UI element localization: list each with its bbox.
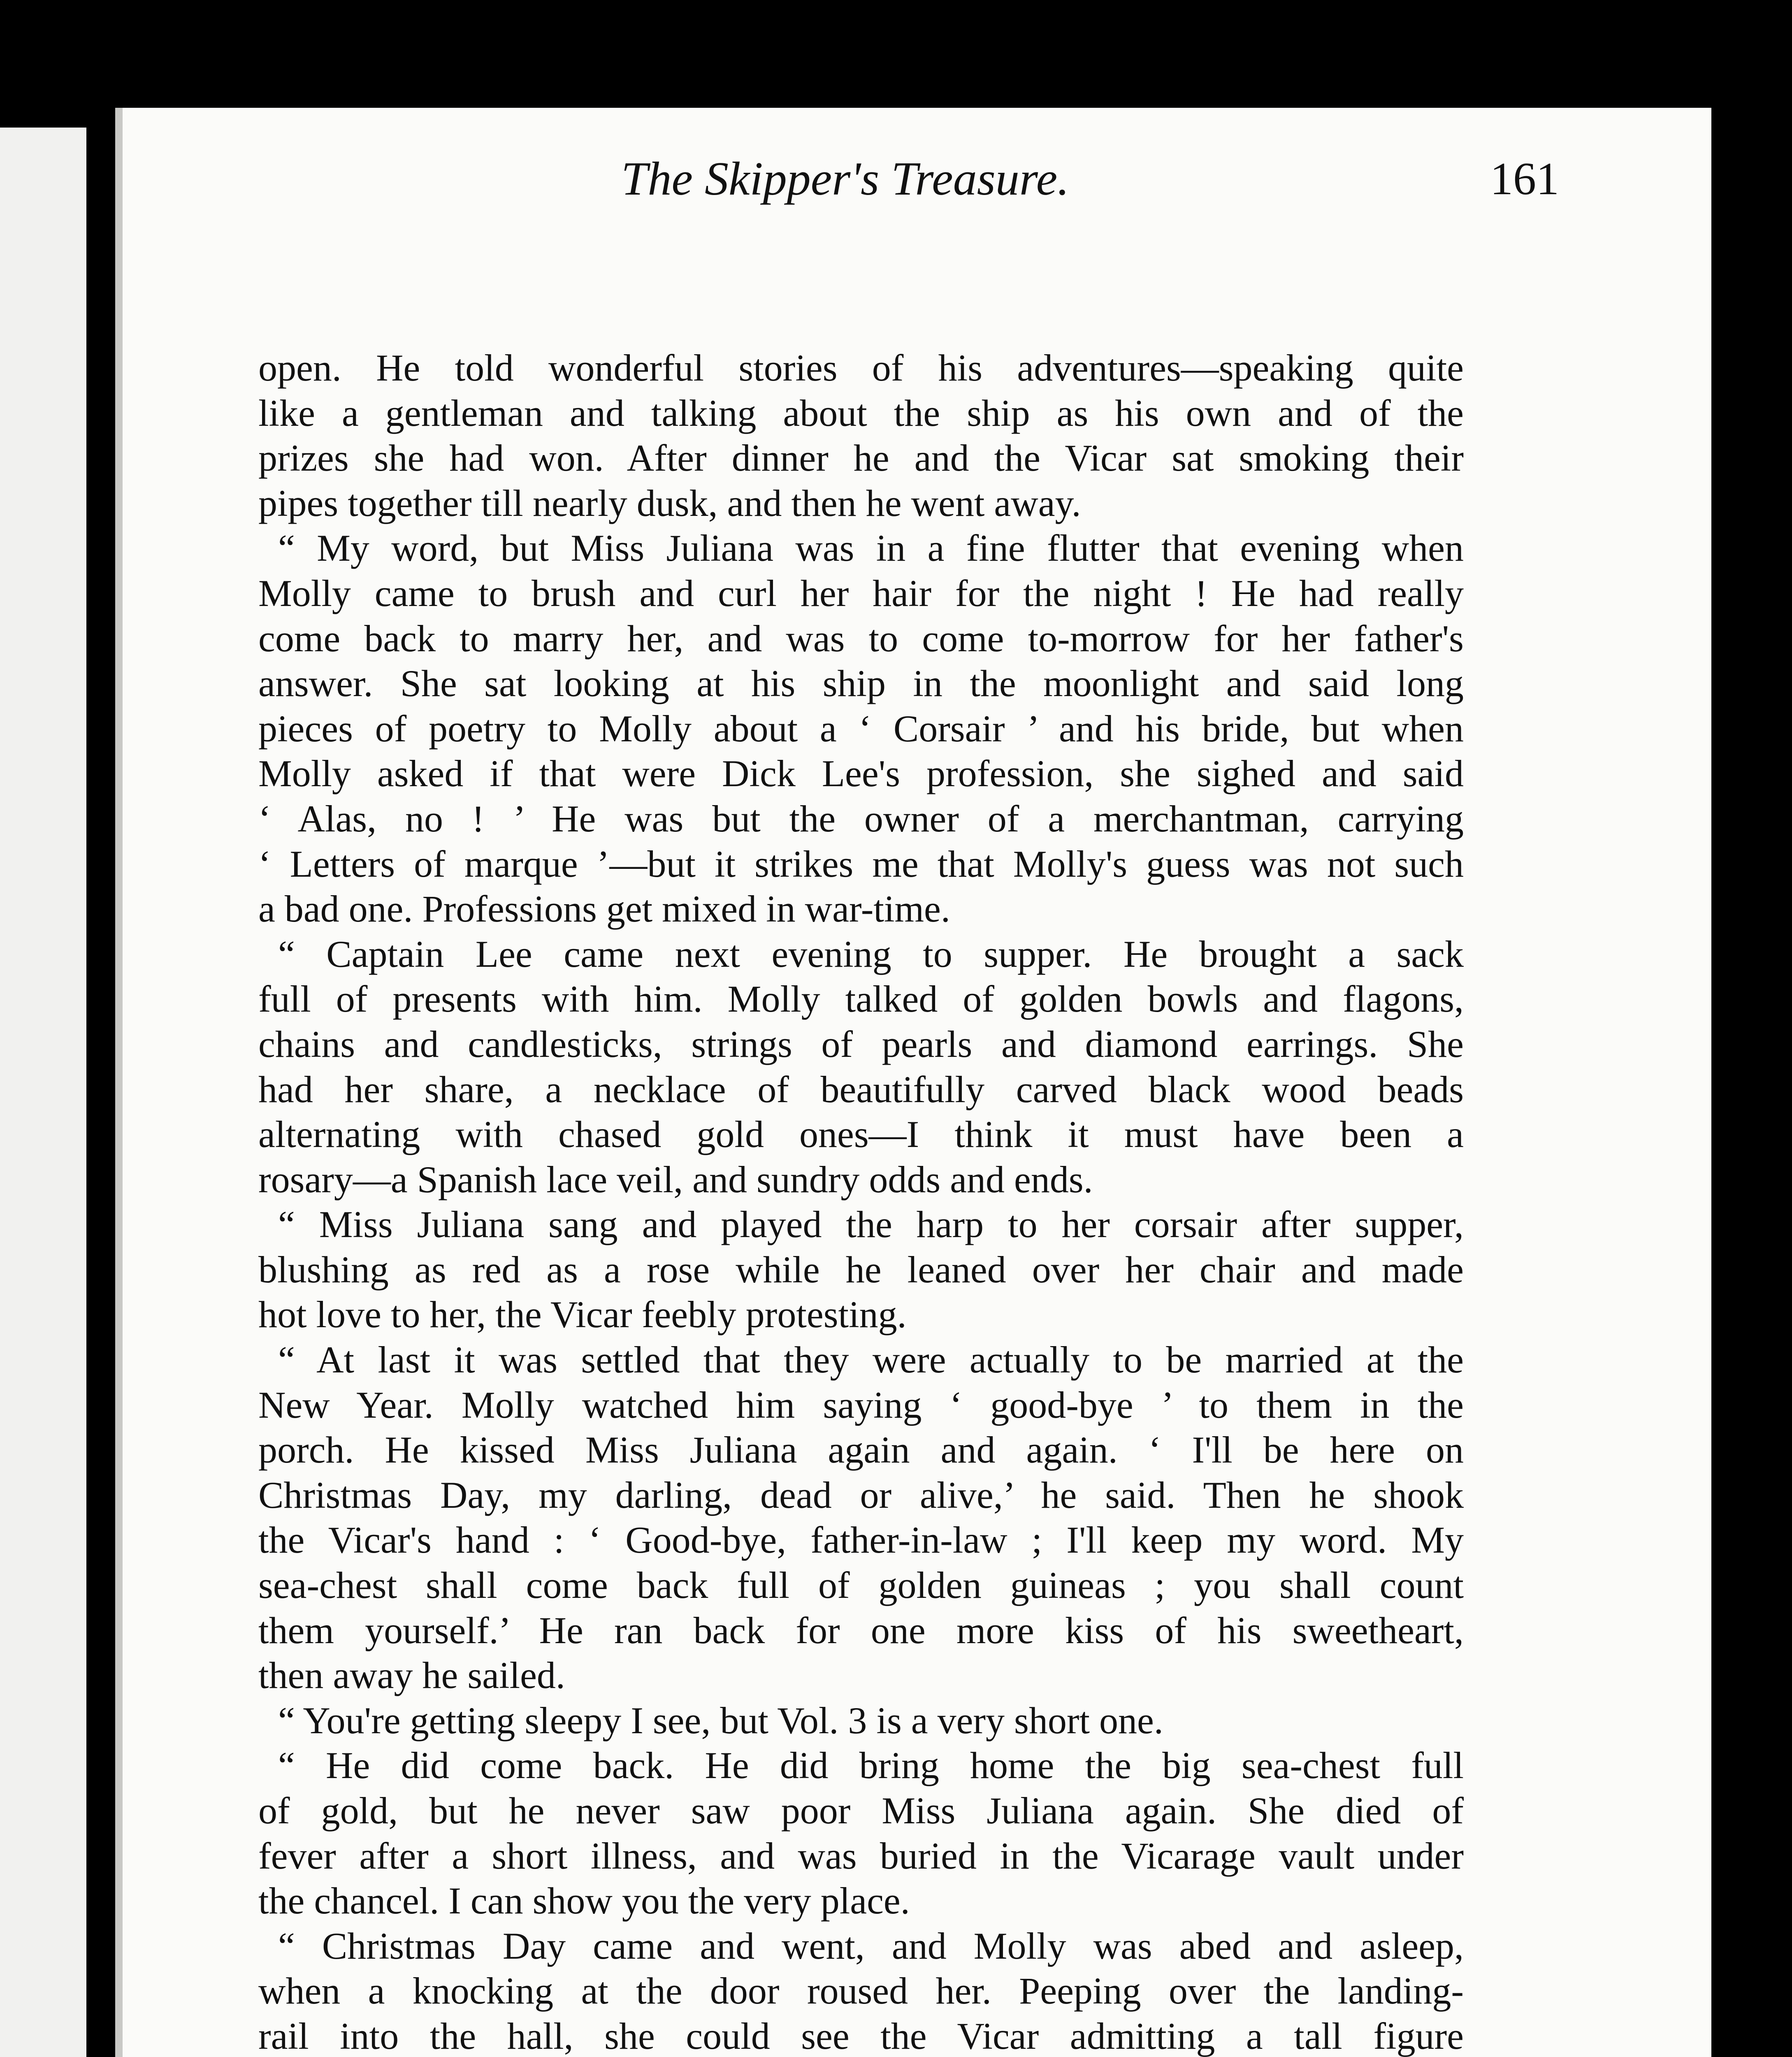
text-line: ‘ Alas, no ! ’ He was but the owner of a merchantman, carrying [258, 797, 1464, 840]
text-line: sea-chest shall come back full of golden guineas ; you shall count [258, 1564, 1464, 1607]
running-head [518, 148, 1559, 210]
text-line: chains and candlesticks, strings of pearls and diamond earrings. She [258, 1023, 1464, 1065]
text-line: prizes she had won. After dinner he and the Vicar sat smoking their [258, 437, 1464, 479]
text-line: rail into the hall, she could see the Vicar admitting a tall figure [258, 2015, 1464, 2057]
text-line: Molly came to brush and curl her hair for the night ! He had really [258, 572, 1464, 614]
text-line: blushing as red as a rose while he leaned over her chair and made [258, 1248, 1464, 1291]
text-line: “ You're getting sleepy I see, but Vol. 3 is a very short one. [278, 1699, 1163, 1741]
text-line: then away he sailed. [258, 1654, 565, 1697]
text-line: the Vicar's hand : ‘ Good-bye, father-in-law ; I'll keep my word. My [258, 1519, 1464, 1561]
text-line: full of presents with him. Molly talked of golden bowls and flagons, [258, 978, 1464, 1020]
text-line: hot love to her, the Vicar feebly protesting. [258, 1293, 907, 1336]
page-number: 161 [1490, 153, 1559, 204]
text-line: “ Miss Juliana sang and played the harp to her corsair after supper, [278, 1203, 1464, 1246]
text-line: a bad one. Professions get mixed in war-time. [258, 888, 950, 930]
text-line: Molly asked if that were Dick Lee's profession, she sighed and said [258, 752, 1464, 795]
text-line: when a knocking at the door roused her. Peeping over the landing- [258, 1970, 1464, 2012]
text-line: open. He told wonderful stories of his adventures—speaking quite [258, 347, 1464, 389]
text-line: had her share, a necklace of beautifully carved black wood beads [258, 1068, 1464, 1110]
text-line: porch. He kissed Miss Juliana again and again. ‘ I'll be here on [258, 1429, 1464, 1471]
text-line: pipes together till nearly dusk, and then he went away. [258, 482, 1081, 524]
text-line: pieces of poetry to Molly about a ‘ Corsair ’ and his bride, but when [258, 707, 1464, 750]
running-title: The Skipper's Treasure. [621, 153, 1070, 205]
text-line: Christmas Day, my darling, dead or alive,’ he said. Then he shook [258, 1474, 1464, 1516]
text-line: them yourself.’ He ran back for one more kiss of his sweetheart, [258, 1609, 1464, 1651]
text-line: New Year. Molly watched him saying ‘ good-bye ’ to them in the [258, 1384, 1464, 1426]
text-line: “ He did come back. He did bring home the big sea-chest full [278, 1744, 1464, 1787]
text-line: fever after a short illness, and was buried in the Vicarage vault under [258, 1834, 1464, 1877]
body-text [258, 346, 1464, 2057]
text-line: “ At last it was settled that they were actually to be married at the [278, 1339, 1464, 1381]
text-line: “ My word, but Miss Juliana was in a fine flutter that evening when [278, 527, 1464, 569]
text-line: “ Christmas Day came and went, and Molly was abed and asleep, [278, 1925, 1464, 1967]
text-line: like a gentleman and talking about the ship as his own and of the [258, 392, 1464, 434]
text-line: ‘ Letters of marque ’—but it strikes me that Molly's guess was not such [258, 843, 1464, 885]
text-line: “ Captain Lee came next evening to supper. He brought a sack [278, 933, 1464, 975]
text-line: come back to marry her, and was to come to-morrow for her father's [258, 617, 1464, 659]
adjacent-page-edge [0, 128, 86, 2057]
text-line: rosary—a Spanish lace veil, and sundry odds and ends. [258, 1158, 1093, 1200]
text-line: answer. She sat looking at his ship in the moonlight and said long [258, 662, 1464, 705]
text-line: alternating with chased gold ones—I think it must have been a [258, 1113, 1464, 1156]
text-line: of gold, but he never saw poor Miss Juliana again. She died of [258, 1790, 1464, 1832]
text-line: the chancel. I can show you the very place. [258, 1880, 910, 1922]
